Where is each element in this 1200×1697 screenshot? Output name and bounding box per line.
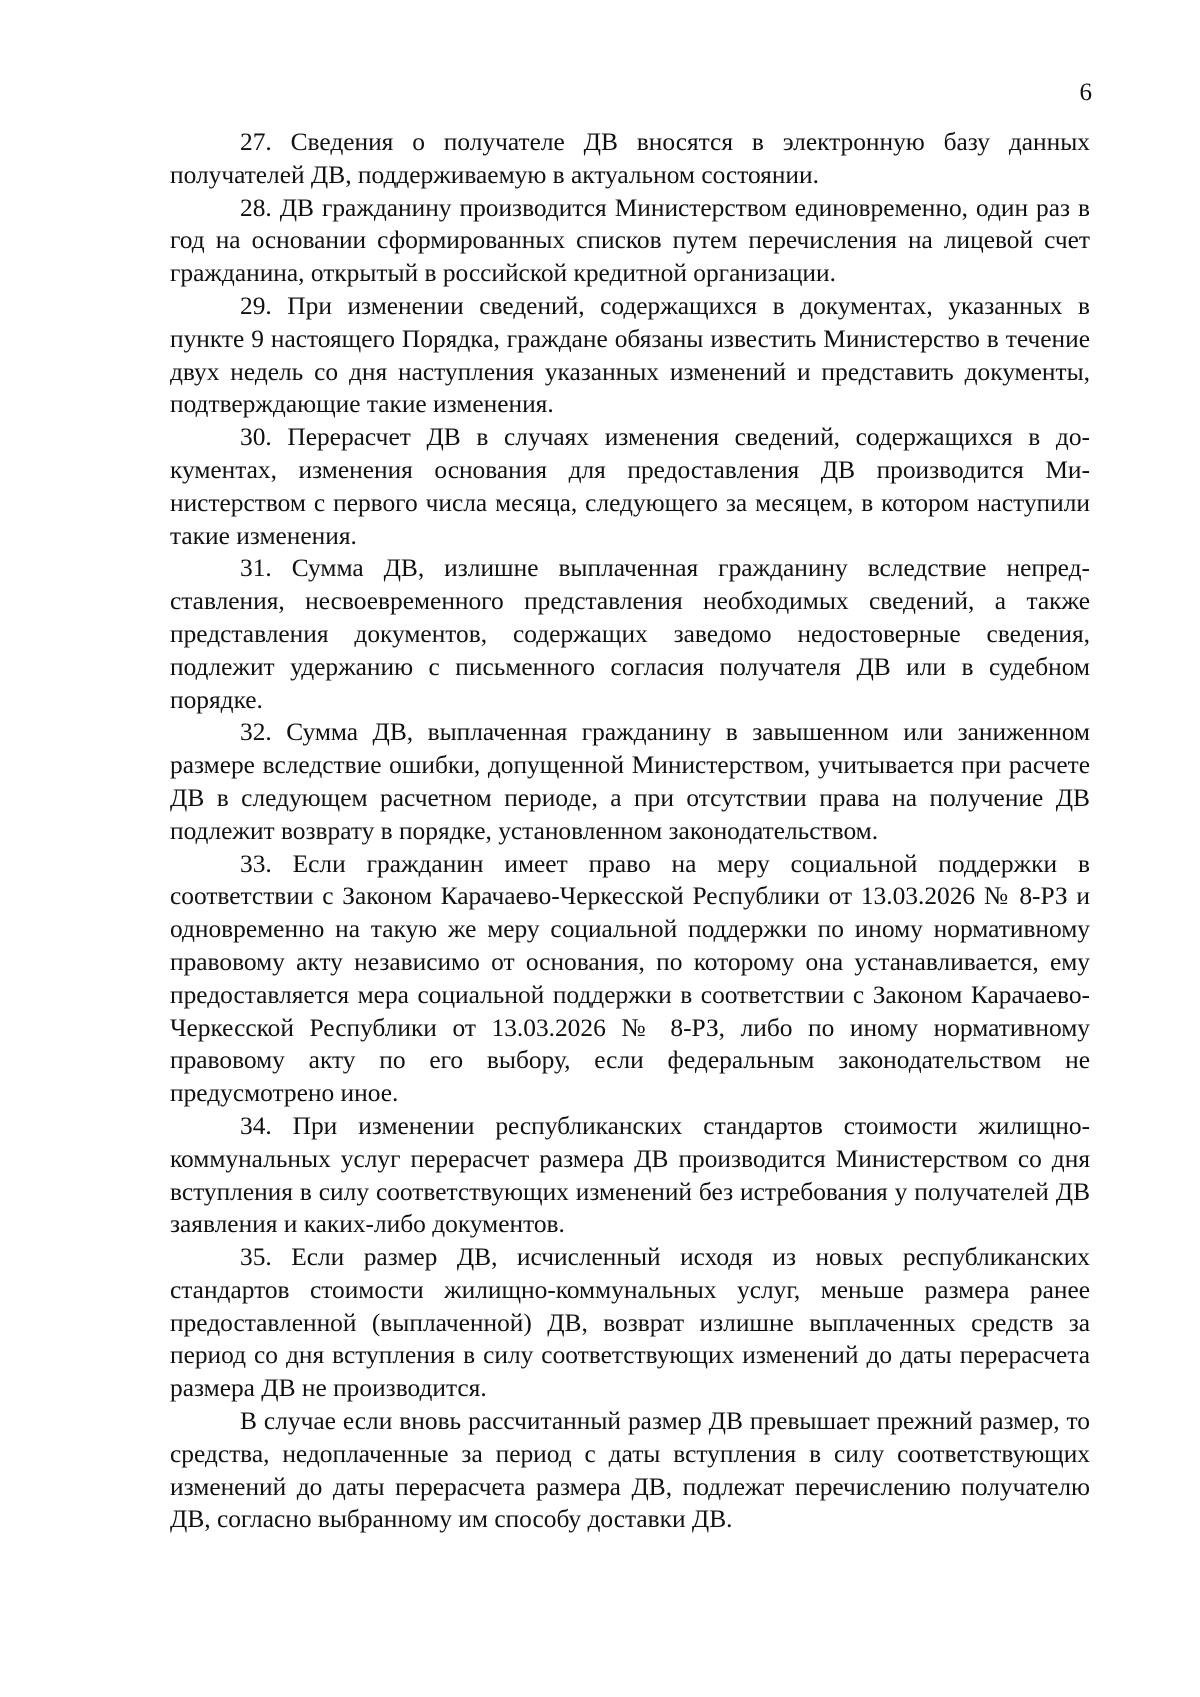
paragraph-31: 31. Сумма ДВ, излишне выплаченная гражданину вследствие непредставления, несвоевременного представления необходимых сведений, а также представления документов, содержащих заведомо недостоверные сведения, подлежит удержанию с письменного согласия получателя ДВ или в судебном порядке. [170, 554, 1090, 714]
paragraph-29: 29. При изменении сведений, содержащихся в документах, указанных в пункте 9 настоящего Порядка, граждане обязаны известить Министерство в течение двух недель со дня наступления указанных изменений и представить документы, подтверждающие такие изменения. [170, 291, 1090, 419]
paragraph-30: 30. Перерасчет ДВ в случаях изменения сведений, содержащихся в документах, изменения основания для предоставления ДВ производится Министерством с первого числа месяца, следующего за месяцем, в котором наступили такие изменения. [170, 423, 1090, 550]
document-body [170, 126, 1090, 1536]
paragraph-32: 32. Сумма ДВ, выплаченная гражданину в завышенном или заниженном размере вследствие ошибки, допущенной Министерством, учитывается при расчете ДВ в следующем расчетном периоде, а при отсутствии права на получение ДВ подлежит возврату в порядке, установленном законодательством. [170, 718, 1090, 845]
paragraph-27: 27. Сведения о получателе ДВ вносятся в электронную базу данных получателей ДВ, поддерживаемую в актуальном состоянии. [170, 128, 1090, 189]
page-number: 6 [1079, 79, 1092, 106]
paragraph-35-continuation: В случае если вновь рассчитанный размер ДВ превышает прежний размер, то средства, недоплаченные за период с даты вступления в силу соответствующих изменений до даты перерасчета размера ДВ, подлежат перечислению получателю ДВ, согласно выбранному им способу доставки ДВ. [170, 1407, 1090, 1534]
paragraph-34: 34. При изменении республиканских стандартов стоимости жилищно-коммунальных услуг перерасчет размера ДВ производится Министерством со дня вступления в силу соответствующих изменений без истребования у получателей ДВ заявления и каких-либо документов. [170, 1111, 1090, 1239]
paragraph-28: 28. ДВ гражданину производится Министерством единовременно, один раз в год на основании сформированных списков путем перечисления на лицевой счет гражданина, открытый в российской кредитной организации. [170, 193, 1090, 288]
paragraph-33: 33. Если гражданин имеет право на меру социальной поддержки в соответствии с Законом Карачаево-Черкесской Республики от 13.03.2026 № 8-РЗ и одновременно на такую же меру социальной поддержки по иному нормативному правовому акту независимо от основания, по которому она устанавливается, ему предоставляется мера социальной поддержки в соответствии с Законом Карачаево-Черкесской Республики от 13.03.2026 № 8-РЗ, либо по иному нормативному правовому акту по его выбору, если федеральным законодательством не предусмотрено иное. [170, 849, 1090, 1108]
paragraph-35: 35. Если размер ДВ, исчисленный исходя из новых республиканских стандартов стоимости жилищно-коммунальных услуг, меньше размера ранее предоставленной (выплаченной) ДВ, возврат излишне выплаченных средств за период со дня вступления в силу соответствующих изменений до даты перерасчета размера ДВ не производится. [170, 1243, 1090, 1403]
